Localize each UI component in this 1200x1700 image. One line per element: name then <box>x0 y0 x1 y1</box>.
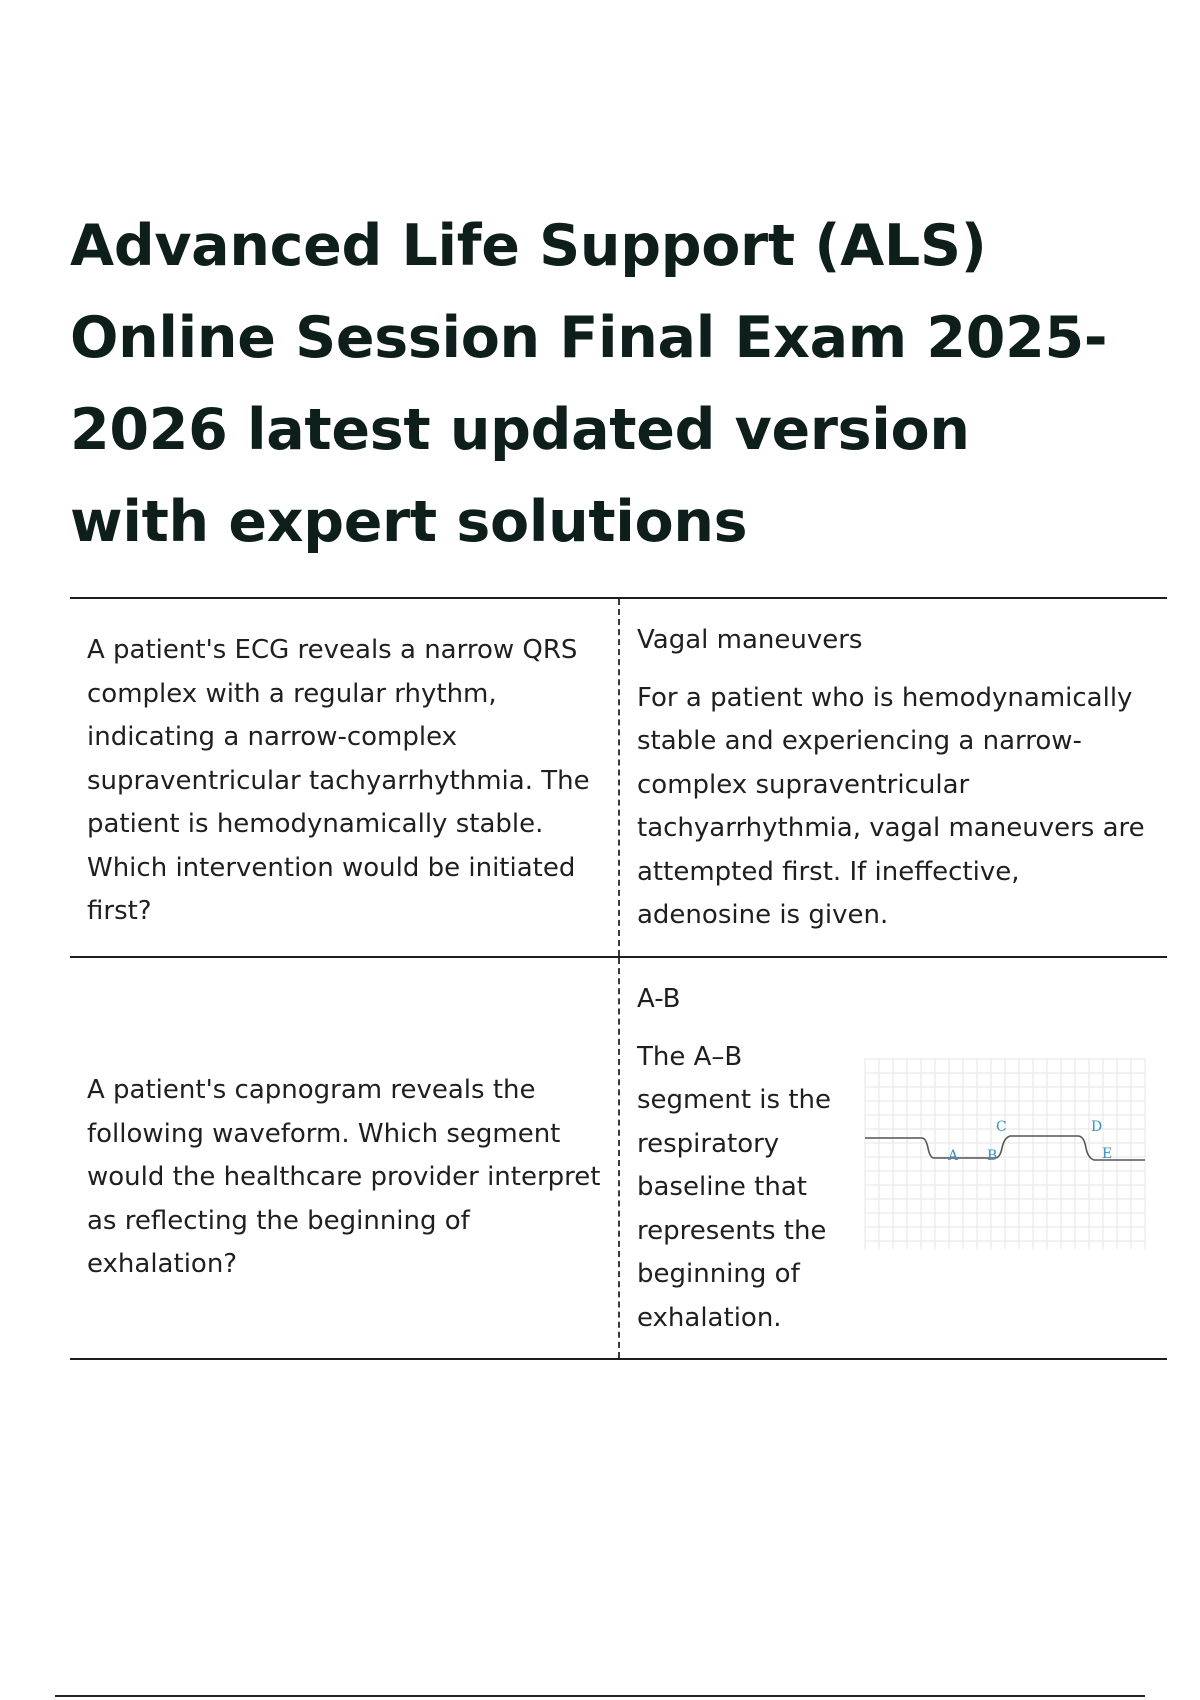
document-title <box>70 200 1180 568</box>
qa-row <box>70 599 1167 958</box>
title-line-2: Online Session Final Exam 2025- <box>70 305 1108 371</box>
answer-explanation: For a patient who is hemodynamically stable and experiencing a narrow-complex supraventricular tachyarrhythmia, vagal maneuvers are attempted first. If ineffective, adenosine is given. <box>637 682 1145 930</box>
capnogram-label-a: A <box>948 1147 959 1164</box>
qa-row <box>70 958 1167 1360</box>
title-line-3: 2026 latest updated version <box>70 397 970 463</box>
page-bottom-rule <box>55 1695 1145 1697</box>
capnogram-label-d: D <box>1091 1118 1103 1135</box>
capnogram-label-b: B <box>987 1147 998 1164</box>
capnogram-label-e: E <box>1102 1145 1113 1162</box>
answer-explanation: The A–B segment is the respiratory baseline that represents the beginning of exhalation. <box>637 1041 832 1333</box>
answer-term: Vagal maneuvers <box>637 625 863 655</box>
title-line-4: with expert solutions <box>70 489 748 555</box>
answer-term: A-B <box>637 984 681 1014</box>
capnogram-label-c: C <box>996 1118 1007 1135</box>
question-cell: A patient's capnogram reveals the following waveform. Which segment would the healthcare provider interpret as reflecting the beginning of exhalation? <box>87 1075 601 1279</box>
answer-cell <box>618 958 1167 1358</box>
title-line-1: Advanced Life Support (ALS) <box>70 213 987 279</box>
question-cell: A patient's ECG reveals a narrow QRS complex with a regular rhythm, indicating a narrow-complex supraventricular tachyarrhythmia. The patient is hemodynamically stable. Which intervention would be initiated first? <box>87 635 590 926</box>
qa-table <box>70 597 1167 1360</box>
answer-cell <box>618 599 1167 956</box>
capnogram-waveform-image <box>860 1054 1150 1254</box>
